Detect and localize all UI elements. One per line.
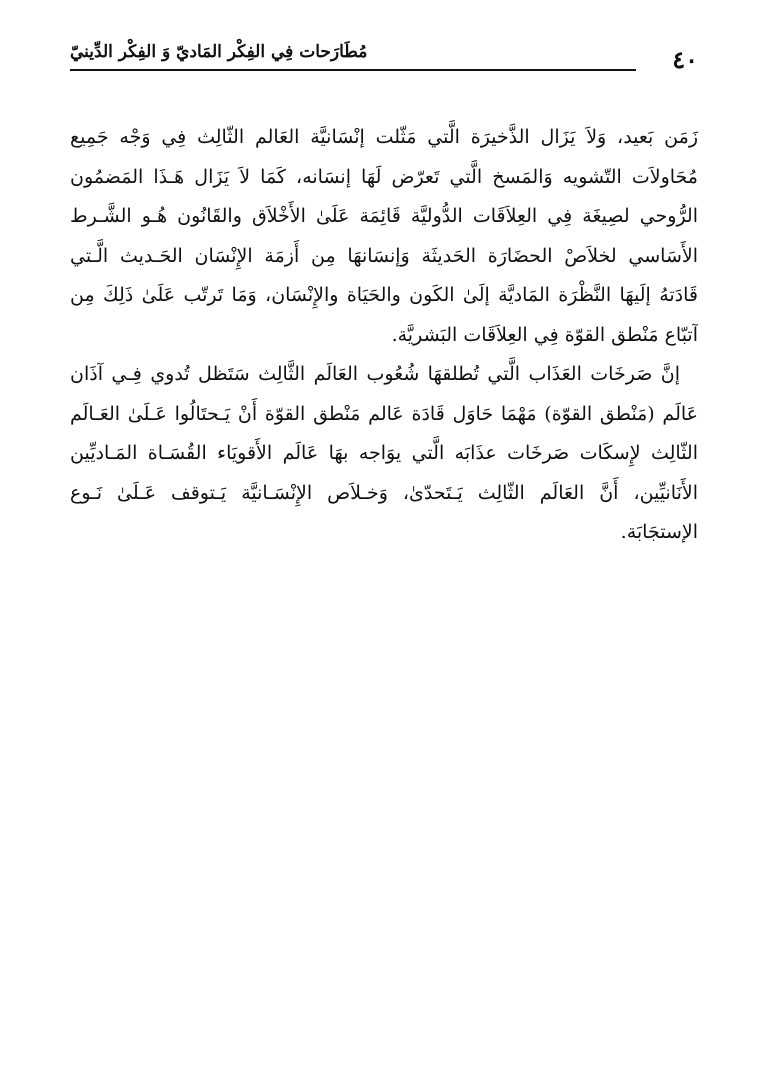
text-line: الثّالِث لإِسكَات صَرخَات عذَابَه الَّتي يوَاجه بهَا عَالَم الأَقويَاء القُسَـاة المَـاديِّين	[70, 442, 698, 464]
page-number: ٤٠	[672, 45, 698, 74]
paragraph	[70, 355, 698, 553]
text-line: آتبّاع مَنْطق القوّة فِي العِلاَقَات البَشريَّة.	[391, 323, 698, 346]
text-line: مُحَاولاَت التّشويه وَالمَسخ الَّتي تَعرّض لَهَا إنسَانه، كَمَا لاَ يَزَال هَـذَا المَضمُون	[70, 165, 698, 188]
text-line: الأَسَاسي لخلاَصْ الحضَارَة الحَديثَة وَإنسَانهَا مِن أَزمَة الإِنْسَان الحَـديث الَّـتي	[70, 244, 698, 267]
paragraph	[70, 118, 698, 355]
body-text	[70, 118, 698, 553]
running-title: مُطَارَحات فِي الفِكْر المَاديّ وَ الفِكْر الدِّينيّ	[70, 42, 368, 62]
text-line: قَادَتهُ إلَيهَا النَّظْرَة المَاديَّة إلَىٰ الكَون والحَيَاة والإِنْسَان، وَمَا تَرتّب عَلَىٰ ذَلِكَ مِن	[70, 284, 698, 306]
text-line: إنَّ صَرخَات العَذَاب الَّتي تُطلقهَا شُعُوب العَالَم الثَّالِث سَتَظل تُدوي فِـي آذَان	[70, 363, 680, 385]
header-rule	[70, 69, 636, 71]
text-line: عَالَم (مَنْطق القوّة) مَهْمَا حَاوَل قَادَة عَالم مَنْطق القوّة أَنْ يَـحتَالُوا عَـلَىٰ العَـالَم	[70, 402, 698, 425]
text-line: الإستجَابَة.	[620, 521, 698, 543]
text-line: الأَنَانيِّين، أَنَّ العَالَم الثّالِث يَـتَحدّىٰ، وَخـلاَص الإِنْسَـانيَّة يَـتوقف عَـلَىٰ نَـوع	[70, 481, 698, 504]
text-line: زَمَن بَعيد، وَلاَ يَزَال الذَّخيرَة الَّتي مَثّلت إنْسَانيَّة العَالم الثّالِث فِي وَجْه جَمِيع	[70, 126, 698, 148]
text-line: الرُّوحي لصِيغَة فِي العِلاَقَات الدُّوليَّة قَائِمَة عَلَىٰ الأَخْلاَق والقَانُون هُـو الشَّـرط	[70, 205, 698, 227]
